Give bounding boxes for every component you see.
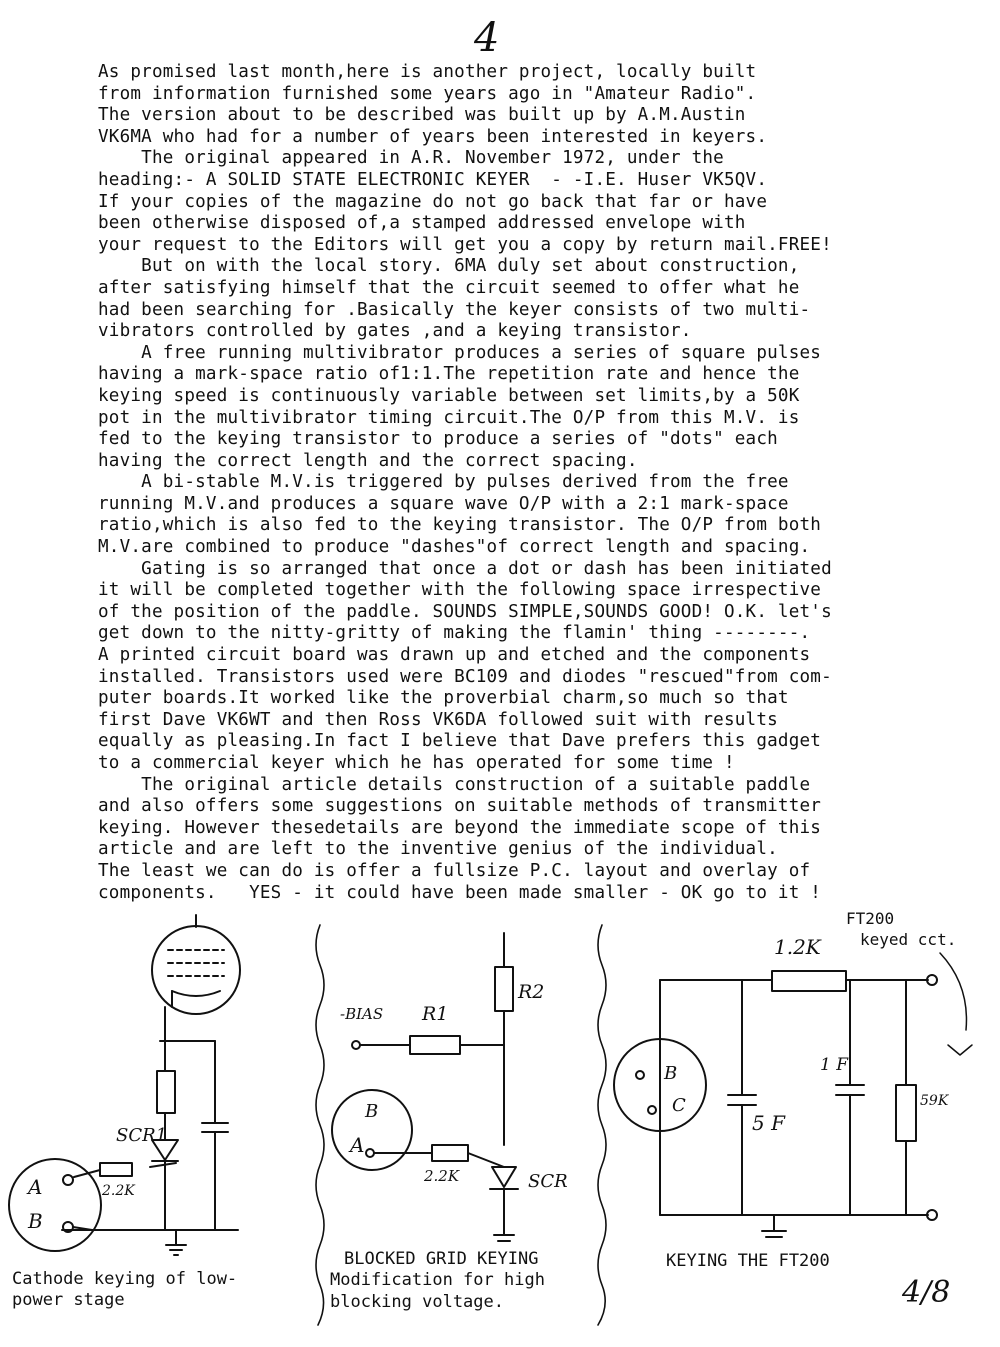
- body-line: heading:- A SOLID STATE ELECTRONIC KEYER - -I.E. Huser VK5QV.: [98, 169, 768, 190]
- ft200-res-label: 1.2K: [774, 935, 821, 959]
- body-line: article and are left to the inventive genius of the individual.: [98, 839, 778, 860]
- terminal-a-label-2: A: [350, 1133, 365, 1157]
- body-line: first Dave VK6WT and then Ross VK6DA followed suit with results: [98, 709, 778, 730]
- ft200-title-line1: FT200: [846, 909, 895, 928]
- r2-label: R2: [518, 981, 545, 1003]
- cathode-caption-line2: power stage: [12, 1290, 125, 1310]
- body-line: fed to the keying transistor to produce a series of "dots" each: [98, 429, 778, 450]
- blocked-grid-caption-line2: Modification for high: [330, 1270, 545, 1290]
- scr1-label: SCR1: [116, 1125, 168, 1146]
- diagrams-area: [0, 905, 1000, 1345]
- body-line: Gating is so arranged that once a dot or dash has been initiated: [98, 558, 832, 579]
- ft200-cap1-label: 5 F: [752, 1111, 785, 1135]
- bias-label: -BIAS: [340, 1005, 384, 1023]
- body-line: running M.V.and produces a square wave O/P with a 2:1 mark-space: [98, 493, 789, 514]
- body-line: to a commercial keyer which he has operated for some time !: [98, 753, 735, 773]
- body-line: of the position of the paddle. SOUNDS SIMPLE,SOUNDS GOOD! O.K. let's: [98, 601, 832, 622]
- page-number: 4: [474, 15, 500, 61]
- body-line: after satisfying himself that the circuit seemed to offer what he: [98, 277, 800, 298]
- ft200-title-line2: keyed cct.: [860, 930, 957, 949]
- r1-resistor: [410, 1036, 460, 1054]
- cathode-keying-diagram: [9, 915, 240, 1255]
- ft200-series-resistor: [772, 971, 846, 991]
- ft200-diagram: [614, 953, 972, 1237]
- body-line: keying speed is continuously variable between set limits,by a 50K: [98, 385, 800, 406]
- body-line: ratio,which is also fed to the keying transistor. The O/P from both: [98, 515, 822, 536]
- body-line: had been searching for .Basically the keyer consists of two multi-: [98, 299, 811, 320]
- body-line: A bi-stable M.V.is triggered by pulses derived from the free: [98, 472, 789, 493]
- gate-resistor: [100, 1163, 132, 1176]
- body-line: keying. However thesedetails are beyond the immediate scope of this: [98, 817, 822, 838]
- body-line: and also offers some suggestions on suitable methods of transmitter: [98, 796, 822, 817]
- gate-resistor-label: 2.2K: [102, 1183, 135, 1199]
- body-line: A printed circuit board was drawn up and etched and the components: [98, 645, 811, 666]
- blocked-grid-diagram: [332, 933, 518, 1241]
- r1-label: R1: [422, 1003, 449, 1025]
- body-line: from information furnished some years ago in "Amateur Radio".: [98, 83, 757, 104]
- body-line: having the correct length and the correct spacing.: [98, 450, 638, 471]
- terminal-b-label: B: [28, 1209, 43, 1233]
- terminal-b-label-2: B: [365, 1101, 379, 1122]
- body-line: M.V.are combined to produce "dashes"of correct length and spacing.: [98, 537, 811, 558]
- body-line: equally as pleasing.In fact I believe that Dave prefers this gadget: [98, 731, 822, 752]
- scr-symbol: [492, 1167, 516, 1187]
- ft200-c-label: C: [672, 1095, 686, 1116]
- body-line: it will be completed together with the following space irrespective: [98, 580, 822, 601]
- handwritten-page-note: 4/8: [902, 1275, 951, 1310]
- body-line: VK6MA who had for a number of years been interested in keyers.: [98, 126, 768, 147]
- body-line: The original appeared in A.R. November 1972, under the: [98, 148, 724, 169]
- curved-arrow: [940, 953, 966, 1030]
- cathode: [172, 991, 220, 996]
- grid-resistor: [432, 1145, 468, 1161]
- body-line: components. YES - it could have been made smaller - OK go to it !: [98, 882, 822, 903]
- ft200-caption: KEYING THE FT200: [666, 1251, 830, 1271]
- grid-resistor-label: 2.2K: [424, 1167, 460, 1185]
- ft200-b-label: B: [664, 1063, 678, 1084]
- scr-label: SCR: [528, 1171, 568, 1192]
- body-line: The least we can do is offer a fullsize P.C. layout and overlay of: [98, 860, 811, 881]
- terminal-a-label: A: [28, 1175, 43, 1199]
- body-line: As promised last month,here is another project, locally built: [98, 62, 757, 82]
- body-line: your request to the Editors will get you a copy by return mail.FREE!: [98, 234, 832, 255]
- body-line: A free running multivibrator produces a series of square pulses: [98, 342, 822, 363]
- ft200-cap2-label: 1 F: [820, 1055, 849, 1075]
- r2-resistor: [495, 967, 513, 1011]
- blocked-grid-caption-line3: blocking voltage.: [330, 1292, 504, 1312]
- ft200-res2-label: 59K: [920, 1093, 949, 1109]
- blocked-grid-caption-line1: BLOCKED GRID KEYING: [344, 1249, 539, 1269]
- body-line: having a mark-space ratio of1:1.The repetition rate and hence the: [98, 364, 800, 385]
- body-line: The version about to be described was built up by A.M.Austin: [98, 105, 746, 126]
- body-line: get down to the nitty-gritty of making the flamin' thing --------.: [98, 623, 811, 644]
- body-line: If your copies of the magazine do not go back that far or have: [98, 191, 768, 212]
- cathode-resistor: [157, 1071, 175, 1113]
- valve-envelope: [152, 926, 240, 1014]
- body-line: But on with the local story. 6MA duly set about construction,: [98, 256, 800, 277]
- body-line: vibrators controlled by gates ,and a keying transistor.: [98, 321, 692, 342]
- cathode-caption-line1: Cathode keying of low-: [12, 1269, 238, 1289]
- article-body: [98, 62, 998, 904]
- body-line: installed. Transistors used were BC109 and diodes "rescued"from com-: [98, 666, 832, 687]
- body-line: pot in the multivibrator timing circuit.The O/P from this M.V. is: [98, 407, 800, 428]
- body-line: The original article details construction of a suitable paddle: [98, 774, 811, 795]
- body-line: been otherwise disposed of,a stamped addressed envelope with: [98, 213, 746, 234]
- key-socket: [9, 1159, 101, 1251]
- divider-left: [316, 925, 324, 1325]
- divider-right: [598, 925, 606, 1325]
- ft200-shunt-resistor: [896, 1085, 916, 1141]
- body-line: puter boards.It worked like the proverbial charm,so much so that: [98, 688, 789, 709]
